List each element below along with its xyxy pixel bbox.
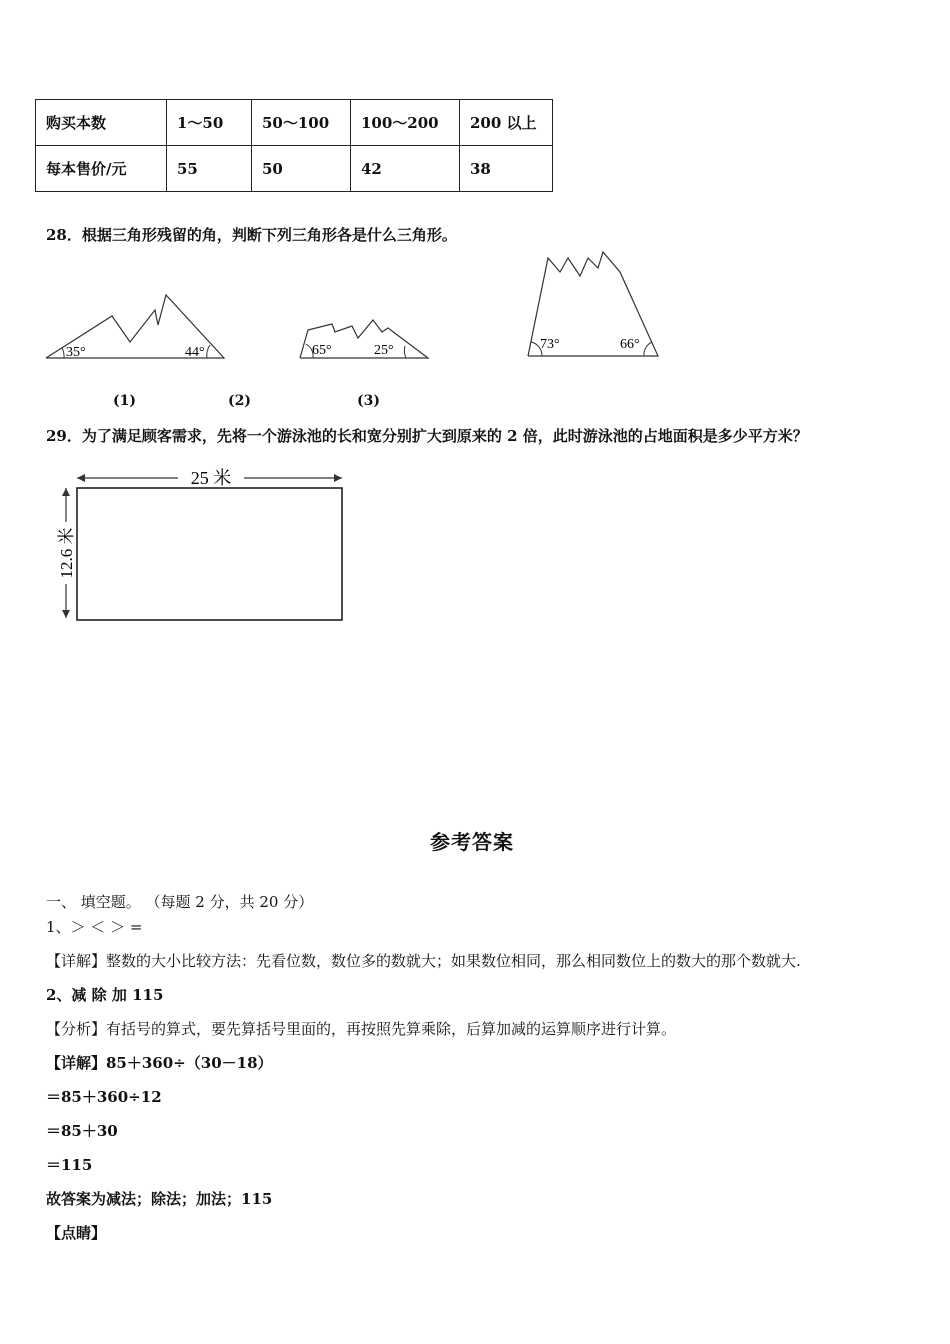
table-cell: 1～50: [167, 100, 252, 146]
question-29: 29．为了满足顾客需求，先将一个游泳池的长和宽分别扩大到原来的 2 倍，此时游泳池的占地面积是多少平方米？: [46, 427, 808, 445]
answer-2-note: 【点睛】: [46, 1224, 107, 1242]
answer-2-step: ＝85＋30: [46, 1122, 118, 1140]
angle-label: 25°: [374, 343, 394, 358]
table-row: [36, 100, 553, 146]
arrow-right-icon: [334, 474, 342, 482]
width-label: 12.6 米: [57, 527, 76, 579]
angle-label: 35°: [66, 345, 86, 360]
angle-label: 65°: [312, 343, 332, 358]
table-cell: 55: [167, 146, 252, 192]
triangle-figures: [40, 250, 690, 370]
pool-rectangle: [77, 488, 342, 620]
table-cell: 200 以上: [460, 100, 553, 146]
angle-arc: [62, 348, 64, 358]
figure-label: (2): [228, 393, 251, 409]
angle-label: 66°: [620, 337, 640, 352]
figure-label: (3): [357, 393, 380, 409]
angle-label: 73°: [540, 337, 560, 352]
answer-2-analysis: 【分析】有括号的算式，要先算括号里面的，再按照先算乘除，后算加减的运算顺序进行计算。: [46, 1020, 677, 1038]
angle-label: 44°: [185, 345, 205, 360]
figure-label: (1): [113, 393, 136, 409]
table-cell: 42: [351, 146, 460, 192]
arrow-left-icon: [77, 474, 85, 482]
arrow-up-icon: [62, 488, 70, 496]
angle-arc: [644, 342, 652, 356]
answer-2-detail: 【详解】85＋360÷（30－18）: [46, 1054, 273, 1072]
answer-2-step: ＝85＋360÷12: [46, 1088, 162, 1106]
answer-1: 1、＞ ＜ ＞ =: [46, 918, 143, 936]
answer-2: 2、减 除 加 115: [46, 986, 164, 1004]
table-cell: 38: [460, 146, 553, 192]
table-cell: 每本售价/元: [36, 146, 167, 192]
answers-section-heading: 一、 填空题。 （每题 2 分，共 20 分）: [46, 893, 314, 911]
angle-arc: [404, 346, 406, 358]
price-table: [35, 99, 553, 192]
table-cell: 购买本数: [36, 100, 167, 146]
pool-diagram: [50, 460, 360, 630]
table-row: [36, 146, 553, 192]
answer-2-step: ＝115: [46, 1156, 93, 1174]
answers-title: 参考答案: [430, 830, 514, 854]
question-28: 28．根据三角形残留的角，判断下列三角形各是什么三角形。: [46, 226, 457, 244]
table-cell: 50～100: [252, 100, 351, 146]
angle-arc: [207, 345, 210, 358]
table-cell: 50: [252, 146, 351, 192]
table-cell: 100～200: [351, 100, 460, 146]
answer-2-conclusion: 故答案为减法；除法；加法；115: [46, 1190, 273, 1208]
length-label: 25 米: [190, 468, 232, 488]
answer-1-detail: 【详解】整数的大小比较方法：先看位数，数位多的数就大；如果数位相同，那么相同数位上的数大的那个数就大.: [46, 952, 801, 970]
arrow-down-icon: [62, 610, 70, 618]
